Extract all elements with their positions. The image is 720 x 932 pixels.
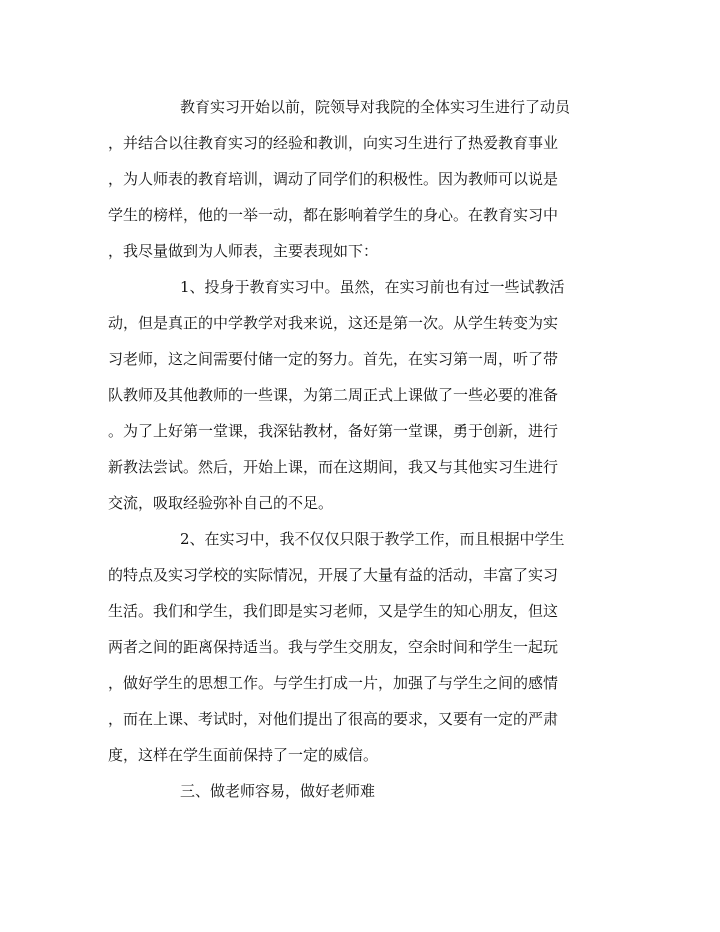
text-line: 的特点及实习学校的实际情况，开展了大量有益的活动，丰富了实习 [108, 566, 559, 584]
text-line: 生活。我们和学生，我们即是实习老师，又是学生的知心朋友，但这 [108, 602, 559, 620]
text-line: 2、在实习中，我不仅仅只限于教学工作，而且根据中学生 [180, 530, 565, 548]
text-line: 。为了上好第一堂课，我深钻教材，备好第一堂课，勇于创新，进行 [108, 422, 559, 440]
text-line: 习老师，这之间需要付储一定的努力。首先，在实习第一周，听了带 [108, 350, 559, 368]
text-line: 教育实习开始以前，院领导对我院的全体实习生进行了动员 [180, 98, 571, 116]
text-line: 学生的榜样，他的一举一动，都在影响着学生的身心。在教育实习中 [108, 206, 559, 224]
text-line: 度，这样在学生面前保持了一定的威信。 [108, 746, 379, 764]
text-line: ，并结合以往教育实习的经验和教训，向实习生进行了热爱教育事业 [108, 134, 559, 152]
text-line: ，做好学生的思想工作。与学生打成一片，加强了与学生之间的感情 [108, 674, 559, 692]
text-line: 动，但是真正的中学教学对我来说，这还是第一次。从学生转变为实 [108, 314, 559, 332]
text-line: ，而在上课、考试时，对他们提出了很高的要求，又要有一定的严肃 [108, 710, 559, 728]
text-line: ，为人师表的教育培训，调动了同学们的积极性。因为教师可以说是 [108, 170, 559, 188]
text-line: ，我尽量做到为人师表，主要表现如下： [108, 242, 379, 260]
text-line: 队教师及其他教师的一些课，为第二周正式上课做了一些必要的准备 [108, 386, 559, 404]
text-line: 三、做老师容易，做好老师难 [180, 782, 376, 800]
text-line: 新教法尝试。然后，开始上课，而在这期间，我又与其他实习生进行 [108, 458, 559, 476]
text-line: 交流，吸取经验弥补自己的不足。 [108, 494, 334, 512]
text-line: 1、投身于教育实习中。虽然，在实习前也有过一些试教活 [180, 278, 565, 296]
text-line: 两者之间的距离保持适当。我与学生交朋友，空余时间和学生一起玩 [108, 638, 559, 656]
